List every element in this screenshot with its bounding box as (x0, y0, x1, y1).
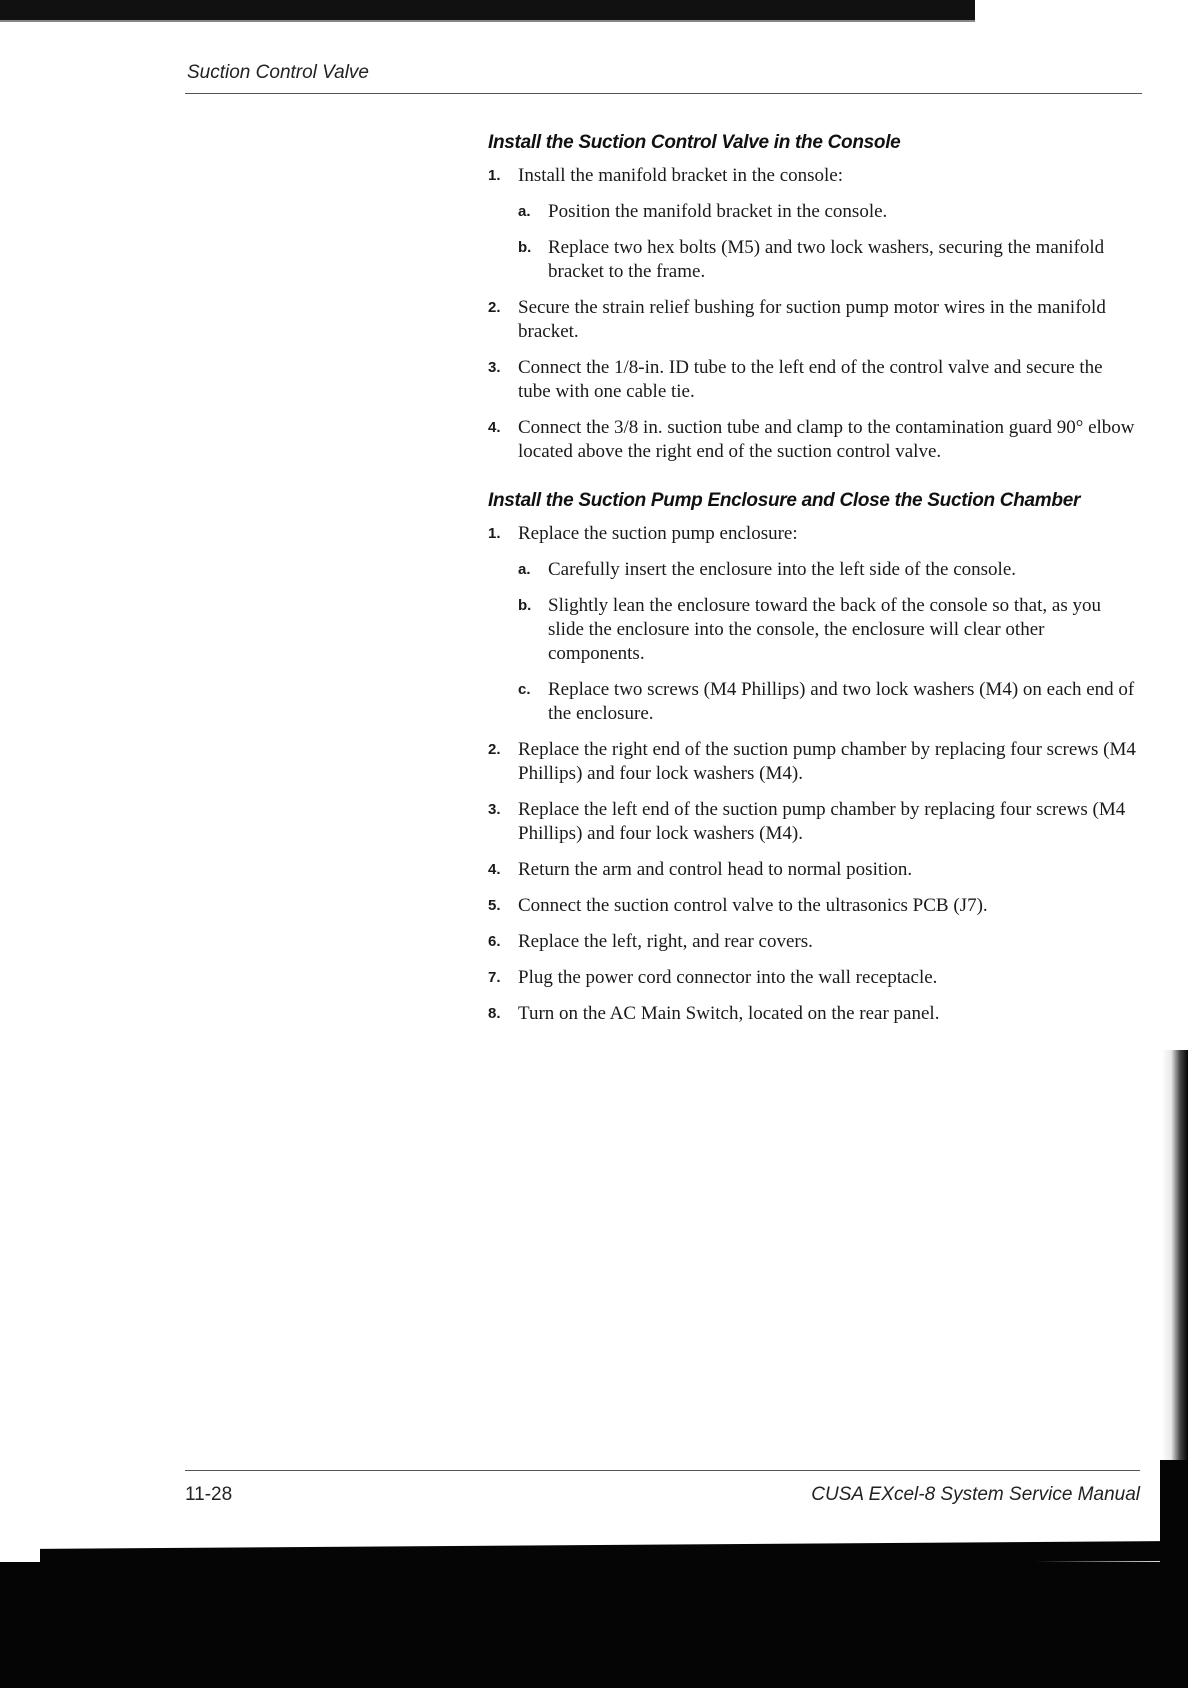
list-item (488, 894, 1138, 918)
step-number: 6. (488, 933, 501, 950)
list-item (488, 416, 1138, 464)
header-rule (185, 93, 1142, 94)
step-number: 3. (488, 359, 501, 376)
step-text: Connect the 3/8 in. suction tube and clamp to the contamination guard 90° elbow located above the right end of the suction control valve. (518, 417, 1135, 462)
substep-text: Slightly lean the enclosure toward the back of the console so that, as you slide the enclosure into the console, the enclosure will clear other components. (548, 595, 1101, 664)
step-text: Return the arm and control head to normal position. (518, 859, 913, 880)
substep-text: Replace two screws (M4 Phillips) and two lock washers (M4) on each end of the enclosure. (548, 679, 1135, 724)
step-number: 3. (488, 801, 501, 818)
footer-rule (185, 1470, 1140, 1471)
list-item (488, 966, 1138, 990)
list-item (518, 200, 1138, 224)
scan-bottom-border (0, 1562, 1188, 1688)
substep-list (518, 200, 1138, 284)
substep-text: Replace two hex bolts (M5) and two lock washers, securing the manifold bracket to the frame. (548, 237, 1105, 282)
substep-list (518, 558, 1138, 726)
scan-top-border (0, 0, 975, 20)
list-item (488, 738, 1138, 786)
list-item (488, 296, 1138, 344)
list-item (488, 522, 1138, 726)
manual-title: CUSA EXcel-8 System Service Manual (811, 1484, 1140, 1505)
step-number: 8. (488, 1005, 501, 1022)
step-text: Connect the 1/8-in. ID tube to the left end of the control valve and secure the tube with one cable tie. (518, 357, 1103, 402)
step-text: Turn on the AC Main Switch, located on the rear panel. (518, 1003, 940, 1024)
section-heading: Install the Suction Pump Enclosure and Close the Suction Chamber (488, 490, 1081, 511)
step-text: Replace the right end of the suction pump chamber by replacing four screws (M4 Phillips) and four lock washers (M4). (518, 739, 1136, 784)
section-heading: Install the Suction Control Valve in the Console (488, 132, 901, 153)
step-number: 2. (488, 741, 501, 758)
list-item (488, 356, 1138, 404)
step-text: Plug the power cord connector into the wall receptacle. (518, 967, 938, 988)
step-number: 1. (488, 525, 501, 542)
substep-letter: c. (518, 681, 531, 698)
list-item (518, 678, 1138, 726)
list-item (518, 236, 1138, 284)
list-item (518, 594, 1138, 666)
substep-letter: a. (518, 203, 531, 220)
scan-right-shadow-dark (1160, 1460, 1188, 1570)
step-text: Replace the left end of the suction pump chamber by replacing four screws (M4 Phillips) and four lock washers (M4). (518, 799, 1126, 844)
step-number: 5. (488, 897, 501, 914)
step-text: Secure the strain relief bushing for suction pump motor wires in the manifold bracket. (518, 297, 1106, 342)
step-number: 4. (488, 861, 501, 878)
step-text: Replace the suction pump enclosure: (518, 523, 798, 544)
step-text: Install the manifold bracket in the console: (518, 165, 844, 186)
substep-letter: b. (518, 597, 532, 614)
list-item (488, 930, 1138, 954)
list-item (488, 858, 1138, 882)
step-text: Replace the left, right, and rear covers. (518, 931, 813, 952)
step-number: 7. (488, 969, 501, 986)
step-number: 4. (488, 419, 501, 436)
list-item (488, 164, 1138, 284)
substep-letter: b. (518, 239, 532, 256)
step-number: 2. (488, 299, 501, 316)
step-number: 1. (488, 167, 501, 184)
substep-text: Position the manifold bracket in the console. (548, 201, 888, 222)
step-text: Connect the suction control valve to the ultrasonics PCB (J7). (518, 895, 988, 916)
substep-letter: a. (518, 561, 531, 578)
list-item (518, 558, 1138, 582)
page-content (488, 132, 1138, 1038)
substep-text: Carefully insert the enclosure into the left side of the console. (548, 559, 1016, 580)
list-item (488, 1002, 1138, 1026)
running-header-title: Suction Control Valve (187, 62, 370, 83)
list-item (488, 798, 1138, 846)
page-number: 11-28 (185, 1484, 233, 1505)
